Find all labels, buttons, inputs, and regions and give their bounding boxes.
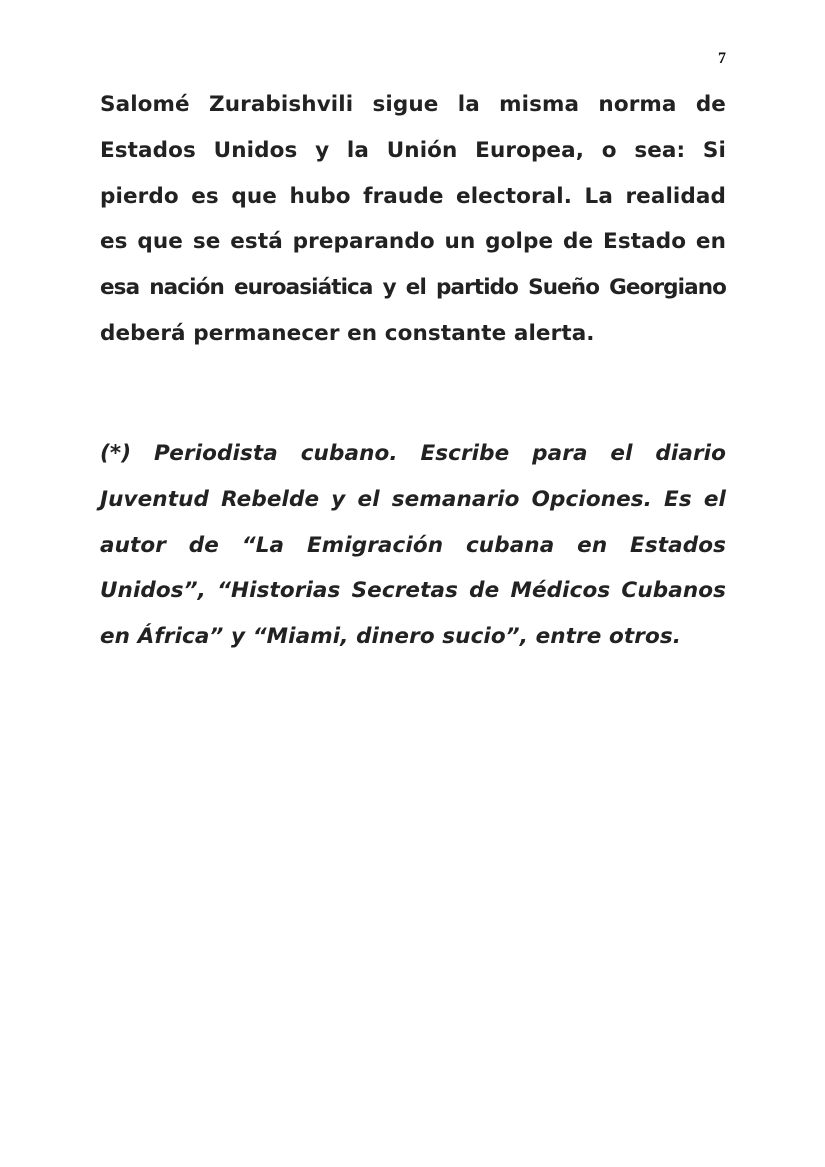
body-line: es que se está preparando un golpe de Estado en: [100, 229, 726, 255]
body-line: esa nación euroasiática y el partido Sueño Georgiano: [100, 275, 726, 301]
author-note: [100, 431, 726, 660]
page-number: 7: [718, 50, 726, 67]
note-line: autor de “La Emigración cubana en Estados: [100, 532, 726, 558]
body-line: deberá permanecer en constante alerta.: [100, 320, 595, 346]
body-line: pierdo es que hubo fraude electoral. La realidad: [100, 183, 726, 209]
body-paragraph: [100, 82, 726, 357]
body-line: Salomé Zurabishvili sigue la misma norma de: [100, 92, 726, 117]
body-line: Estados Unidos y la Unión Europea, o sea: Si: [100, 137, 726, 163]
note-line: Juventud Rebelde y el semanario Opciones. Es el: [100, 486, 726, 512]
note-line: en África” y “Miami, dinero sucio”, entre otros.: [100, 624, 681, 650]
note-line: Unidos”, “Historias Secretas de Médicos Cubanos: [100, 578, 726, 604]
note-line: (*) Periodista cubano. Escribe para el diario: [100, 441, 726, 466]
